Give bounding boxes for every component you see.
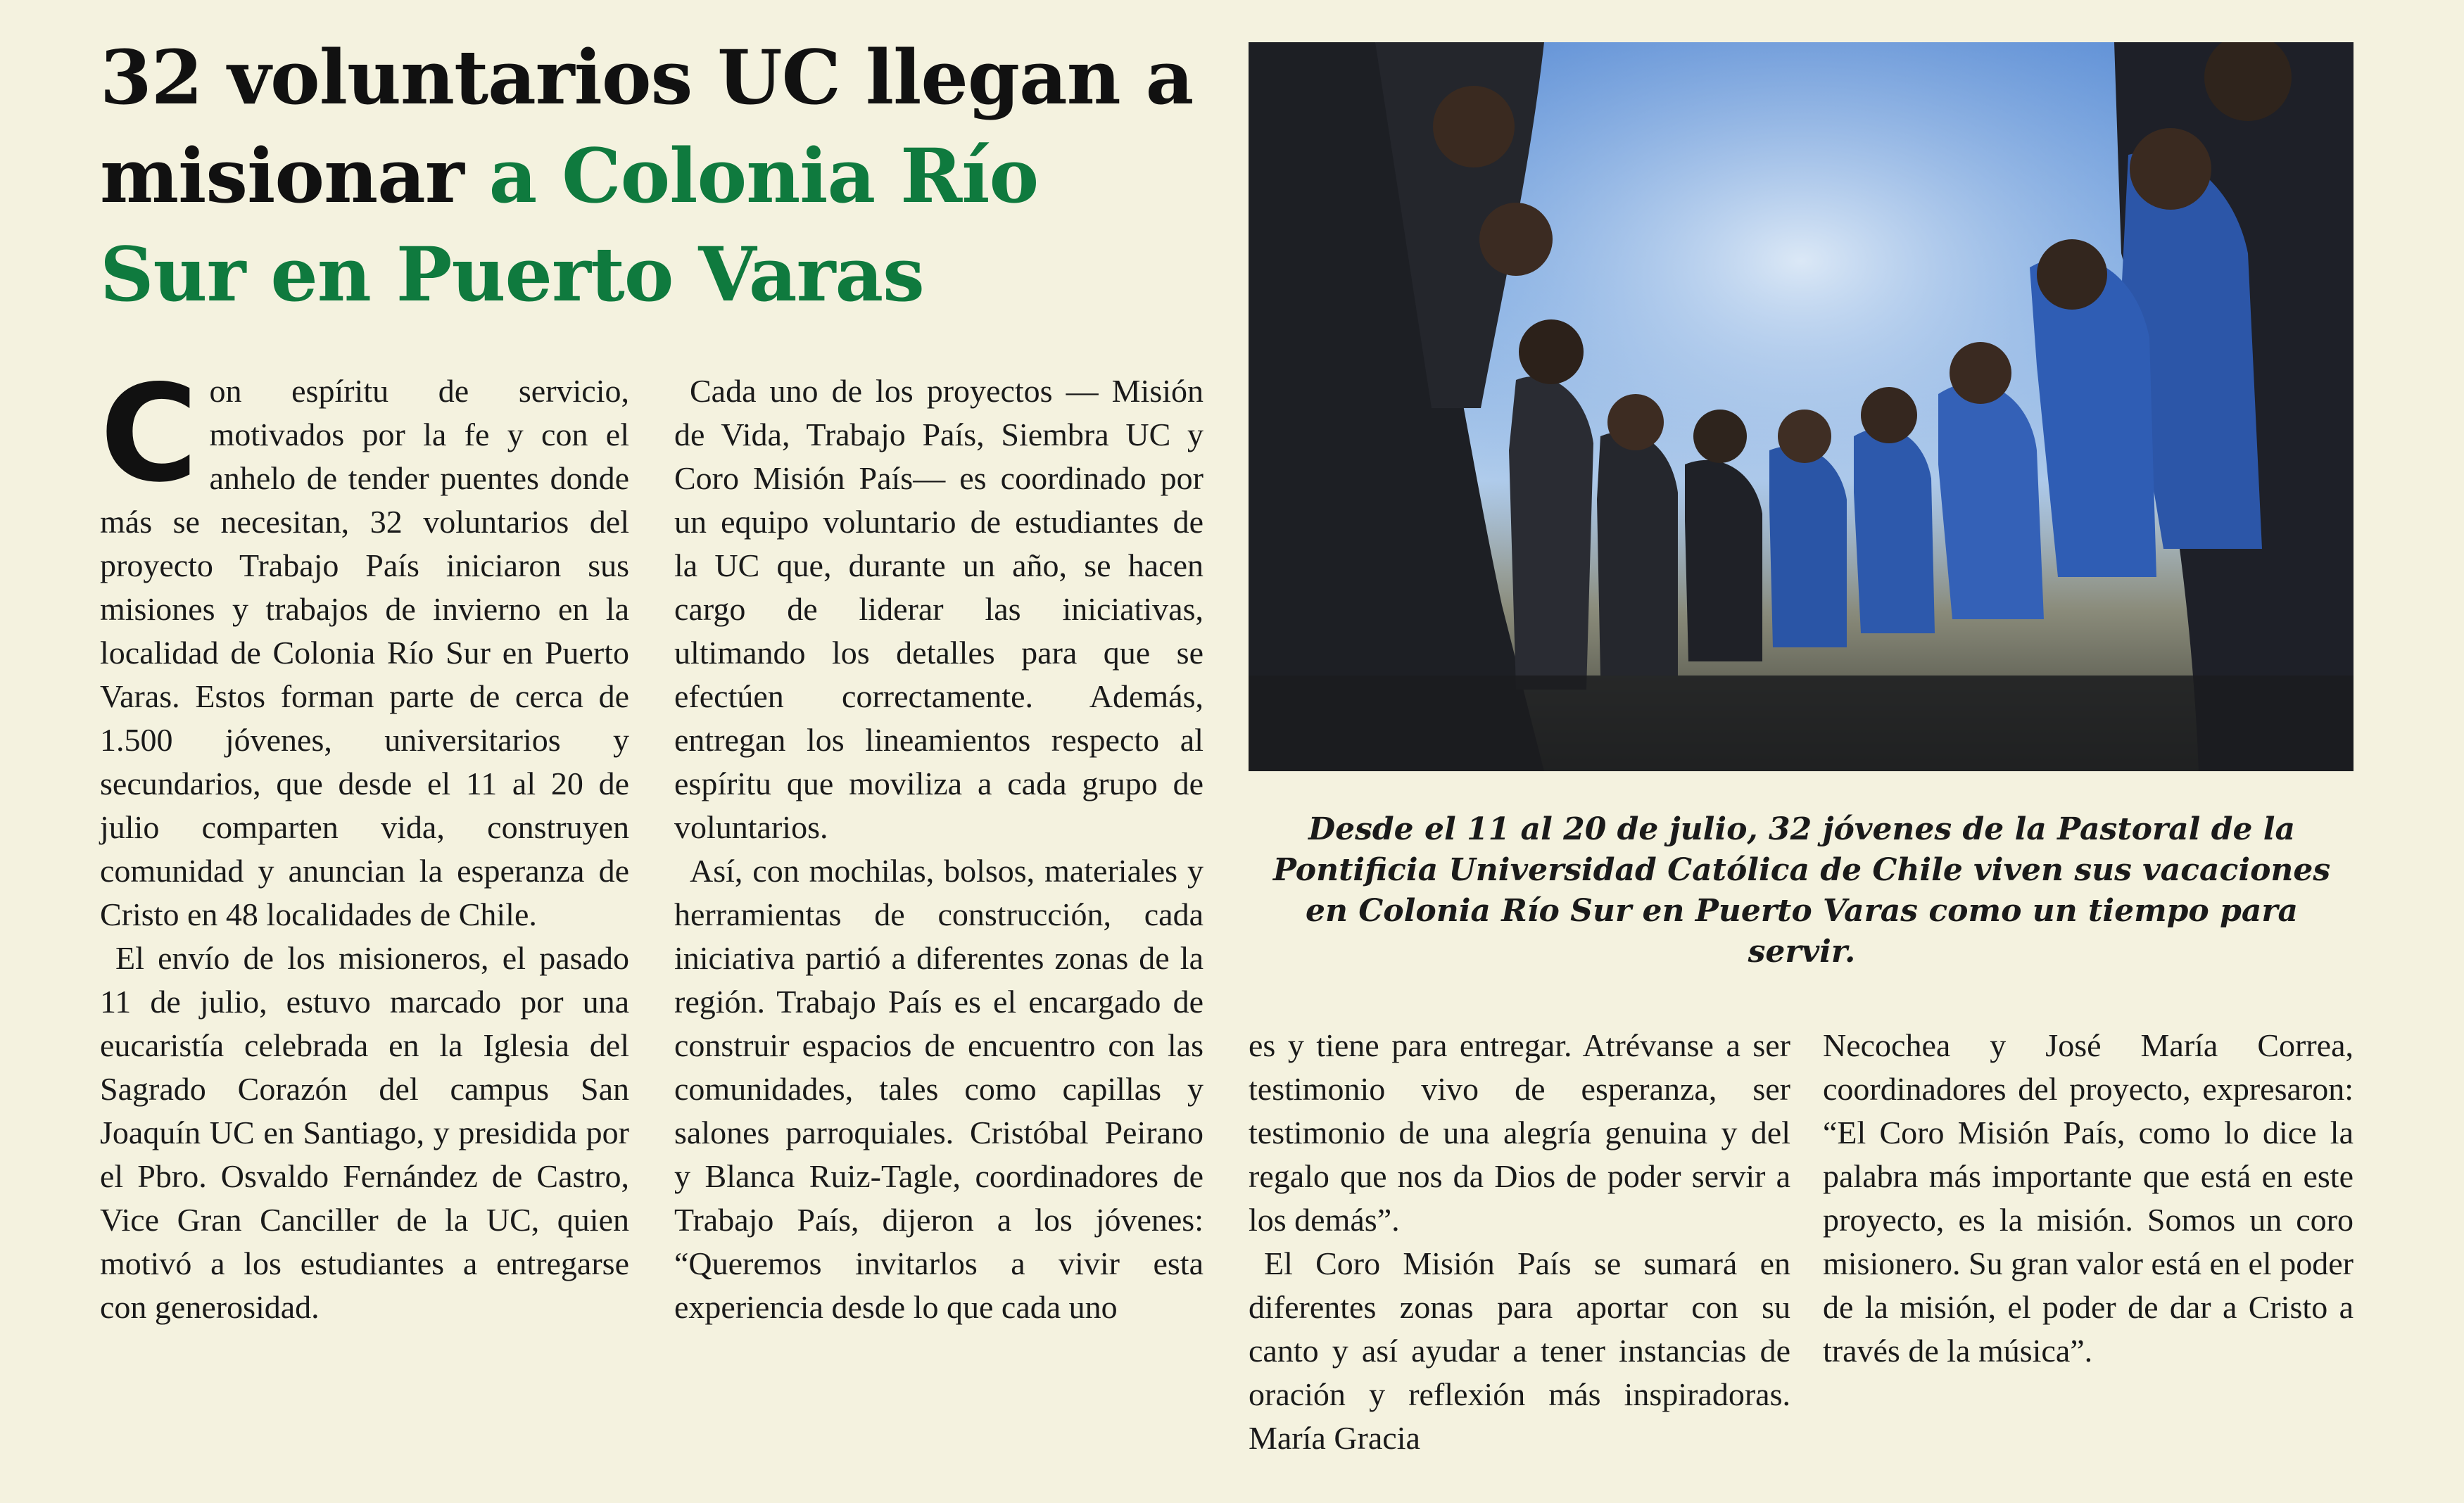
paragraph: Con espíritu de servicio, motivados por la fe y con el anhelo de tender puentes donde más se necesitan, 32 voluntarios del proyecto Trabajo País iniciaron sus misiones y trabajos de invierno en la localidad de Colonia Río Sur en Puerto Varas. Estos forman parte de cerca de 1.500 jóvenes, universitarios y secundarios, que desde el 11 al 20 de julio comparten vida, construyen comunidad y anuncian la esperanza de Cristo en 48 localidades de Chile. (100, 356, 629, 932)
article-column-3 (1249, 1024, 1790, 1460)
article-photo (1249, 42, 2354, 771)
volunteers-group-photo (1249, 42, 2354, 771)
paragraph: Necochea y José María Correa, coordinadores del proyecto, expresaron: “El Coro Misión País, como lo dice la palabra más importante que está en este proyecto, es la misión. Somos un coro misionero. Su gran valor está en el poder de la misión, el poder de dar a Cristo a través de la música”. (1823, 1027, 2354, 1369)
paragraph: El envío de los misioneros, el pasado 11 de julio, estuvo marcado por una eucaristía celebrada en la Iglesia del Sagrado Corazón del campus San Joaquín UC en Santiago, y presidida por el Pbro. Osvaldo Fernández de Castro, Vice Gran Canciller de la UC, quien motivó a los estudiantes a entregarse con generosidad. (100, 940, 629, 1325)
paragraph: Cada uno de los proyectos — Misión de Vida, Trabajo País, Siembra UC y Coro Misión País— es coordinado por un equipo voluntario de estudiantes de la UC que, durante un año, se hacen cargo de liderar las iniciativas, ultimando los detalles para que se efectúen correctamente. Además, entregan los lineamientos respecto al espíritu que moviliza a cada grupo de voluntarios. (674, 373, 1203, 845)
article-headline (100, 28, 1198, 324)
article-column-4 (1823, 1024, 2354, 1373)
paragraph: es y tiene para entregar. Atrévanse a ser testimonio vivo de esperanza, ser testimonio de una alegría genuina y del regalo que nos da Dios de poder servir a los demás”. (1249, 1027, 1790, 1238)
headline-black: 32 voluntarios UC llegan a misionar (100, 33, 1194, 220)
photo-caption: Desde el 11 al 20 de julio, 32 jóvenes de la Pastoral de la Pontificia Universidad Católica de Chile viven sus vacaciones en Colonia Río Sur en Puerto Varas como un tiempo para servir. (1272, 811, 2331, 970)
article-column-1 (100, 356, 629, 1329)
drop-cap: C (100, 356, 198, 512)
paragraph: El Coro Misión País se sumará en diferentes zonas para aportar con su canto y así ayudar a tener instancias de oración y reflexión más inspiradoras. María Gracia (1249, 1245, 1790, 1456)
headline-green: a Colonia Río Sur en Puerto Varas (100, 132, 1039, 318)
paragraph: Así, con mochilas, bolsos, materiales y herramientas de construcción, cada iniciativa partió a diferentes zonas de la región. Trabajo País es el encargado de construir espacios de encuentro con las comunidades, tales como capillas y salones parroquiales. Cristóbal Peirano y Blanca Ruiz-Tagle, coordinadores de Trabajo País, dijeron a los jóvenes: “Queremos invitarlos a vivir esta experiencia desde lo que cada uno (674, 853, 1203, 1325)
article-column-2 (674, 369, 1203, 1329)
